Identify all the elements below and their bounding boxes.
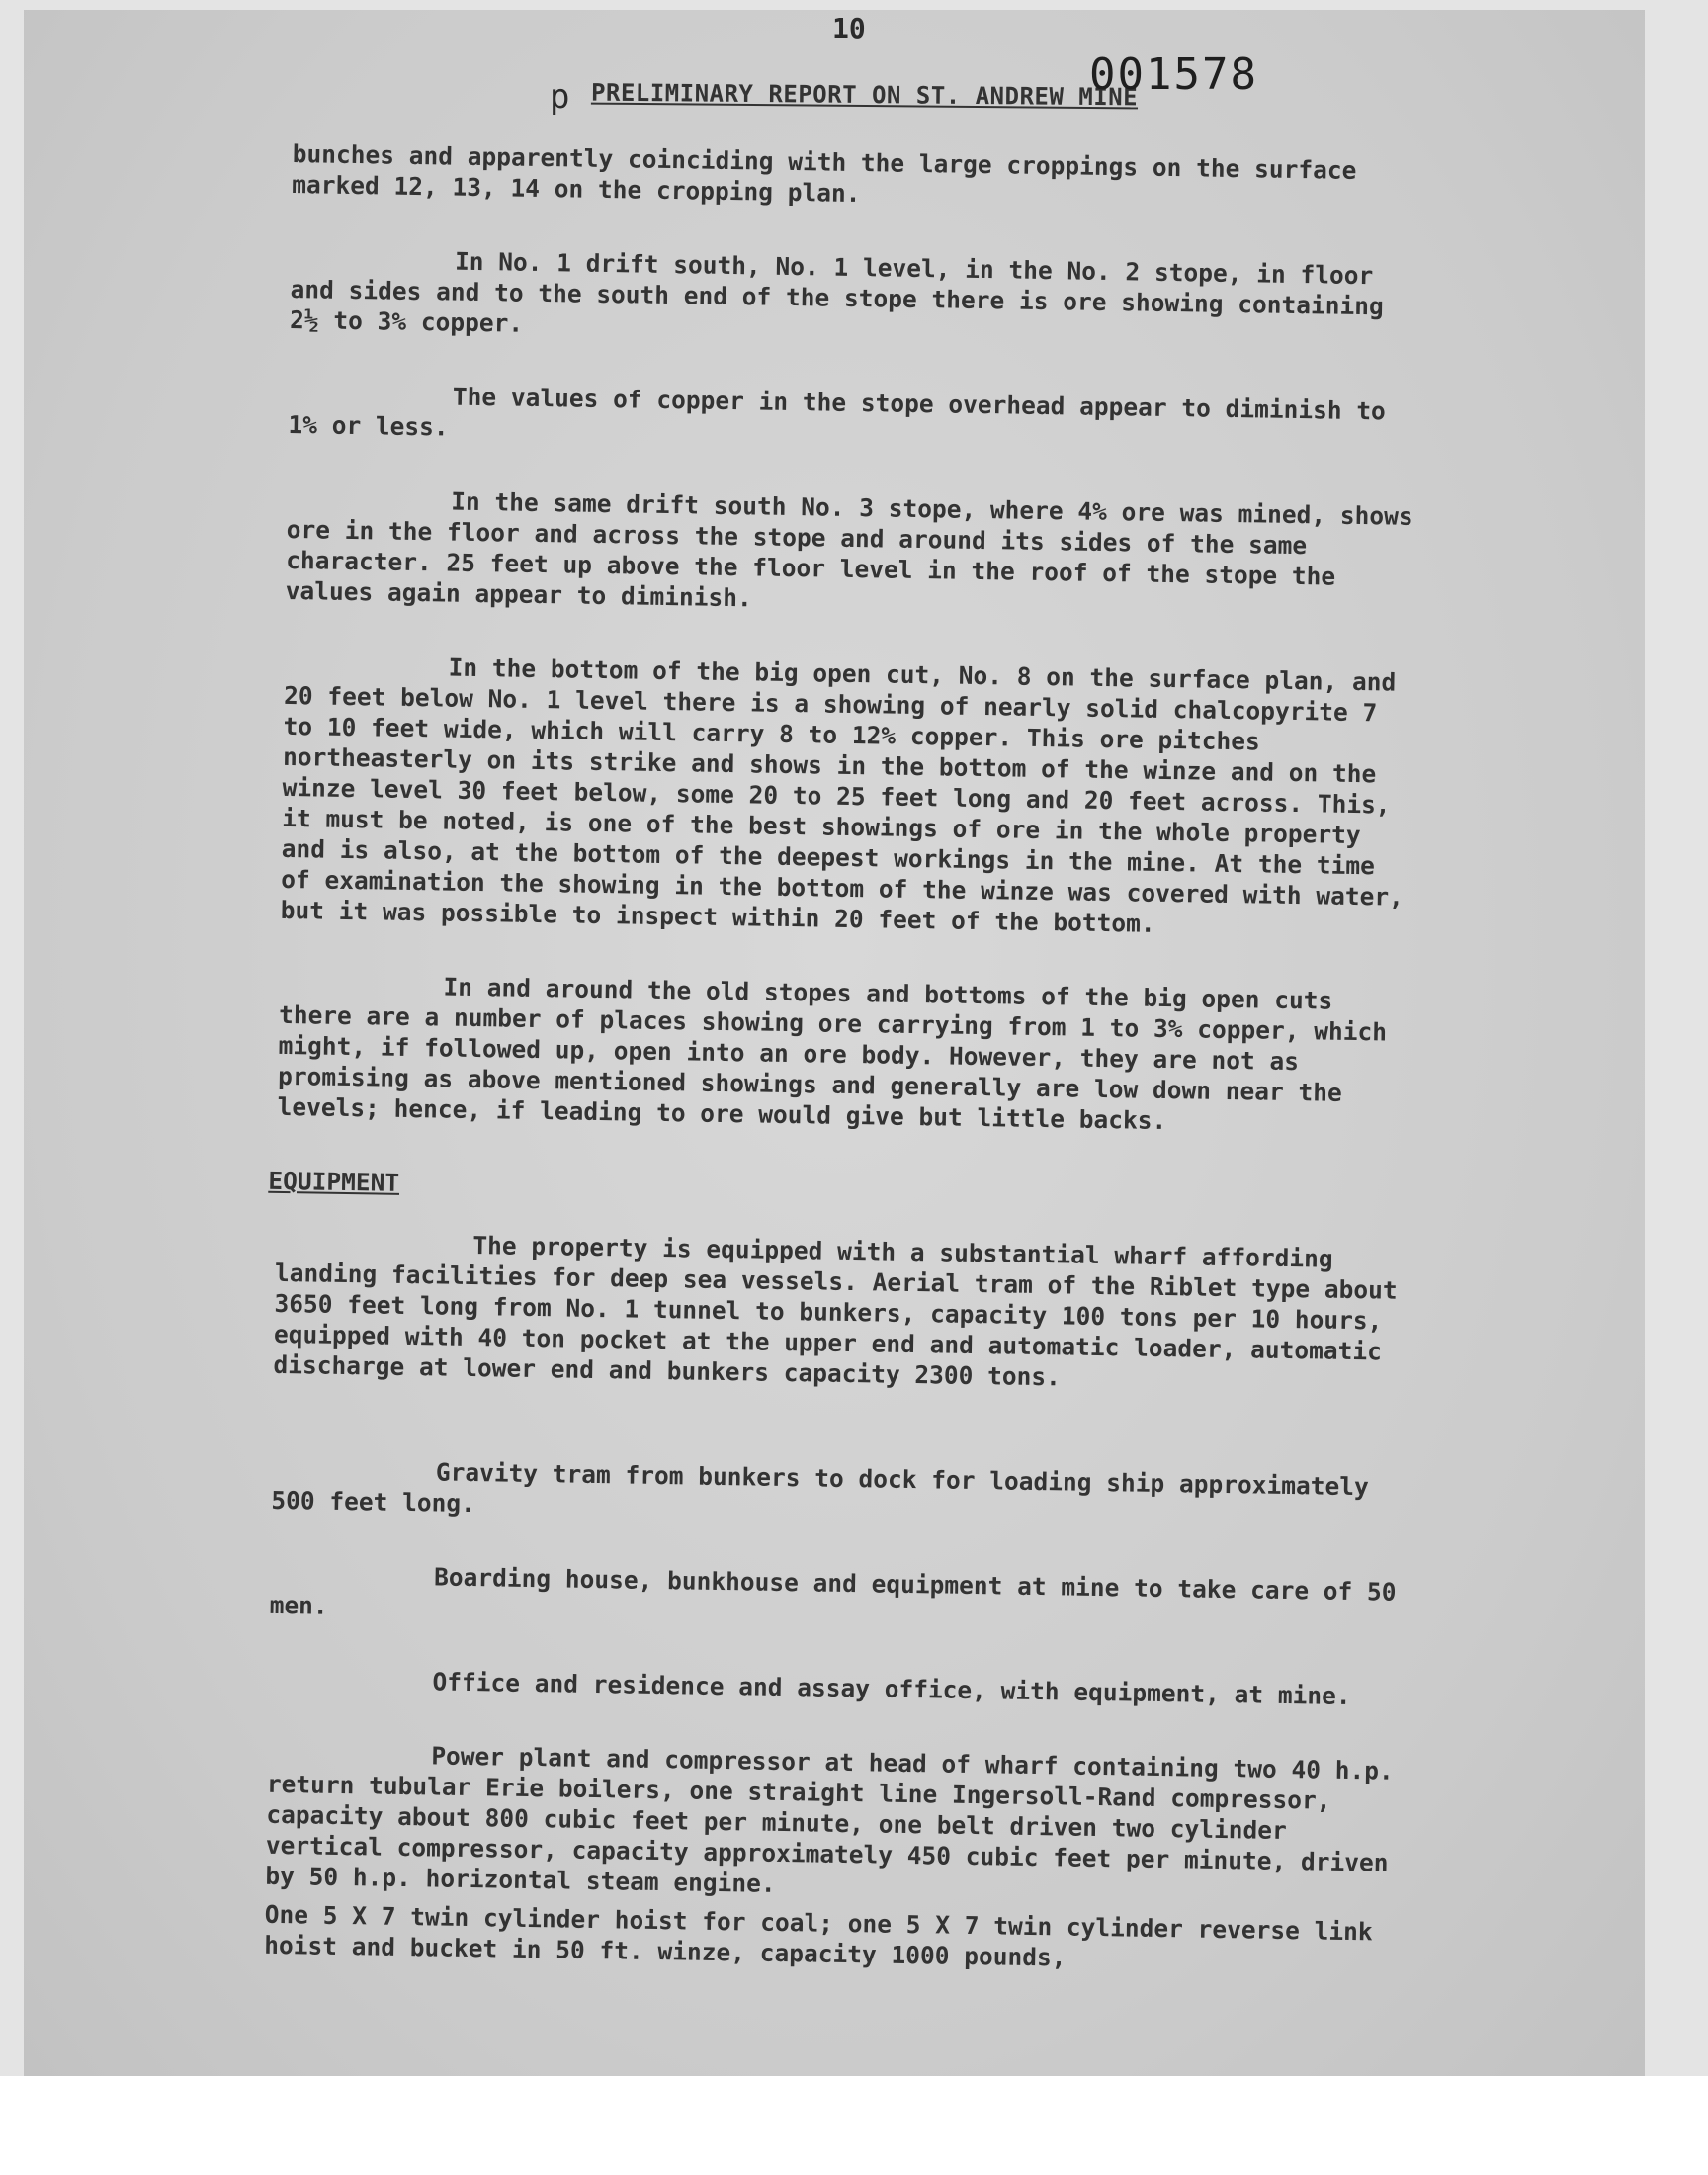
equipment-heading: EQUIPMENT [268, 1166, 400, 1197]
paragraph-copper-values: The values of copper in the stope overhead appear to diminish to 1% or less. [288, 382, 1387, 442]
paragraph-boarding-house: Boarding house, bunkhouse and equipment at mine to take care of 50 men. [269, 1562, 1397, 1620]
paragraph-equipment-wharf: The property is equipped with a substantial wharf affording landing facilities for deep sea vessels. Aerial tram of the Riblet type about 3650 feet long from No. 1 tunnel to bunkers, capacity 100 tons per 10 hours, equipped with 40 ton pocket at the upper end and automatic loader, automatic discharge at lower end and bunkers capacity 2300 tons. [273, 1231, 1398, 1392]
paragraph-office: Office and residence and assay office, with equipment, at mine. [432, 1667, 1351, 1711]
paragraph-hoists: One 5 X 7 twin cylinder hoist for coal; one 5 X 7 twin cylinder reverse link hoist and bucket in 50 ft. winze, capacity 1000 pounds, [264, 1899, 1373, 1972]
paragraph-drift-no2-stope: In No. 1 drift south, No. 1 level, in the No. 2 stope, in floor and sides and to the south end of the stope there is ore showing containing 2½ to 3% copper. [289, 246, 1384, 338]
page-number: 10 [832, 12, 866, 44]
handwritten-mark: p [550, 77, 570, 117]
paragraph-open-cut: In the bottom of the big open cut, No. 8 on the surface plan, and 20 feet below No. 1 level there is a showing of nearly solid chalcopyrite 7 to 10 feet wide, which will carry 8 to 12% copper. This ore pitches northeasterly on its strike and shows in the bottom of the winze and on the winze level 30 feet below, some 20 to 25 feet long and 20 feet across. This, it must be noted, is one of the best showings of ore in the whole property and is also, at the bottom of the deepest workings in the mine. At the time of examination the showing in the bottom of the winze was covered with water, but it was possible to inspect within 20 feet of the bottom. [280, 652, 1405, 938]
paragraph-gravity-tram: Gravity tram from bunkers to dock for loading ship approximately 500 feet long. [271, 1457, 1369, 1519]
paragraph-drift-no3-stope: In the same drift south No. 3 stope, where 4% ore was mined, shows ore in the floor and across the stope and around its sides of the same character. 25 feet up above the floor level in the roof of the stope the values again appear to diminish. [285, 486, 1413, 613]
document-number: 001578 [1089, 49, 1258, 100]
paragraph-power-plant: Power plant and compressor at head of wharf containing two 40 h.p. return tubular Erie boilers, one straight line Ingersoll-Rand compressor, capacity about 800 cubic feet per minute, one belt driven two cylinder vertical compressor, capacity approximately 450 cubic feet per minute, driven by 50 h.p. horizontal steam engine. [265, 1741, 1394, 1898]
scan-margin [0, 2076, 1708, 2175]
equipment-section [268, 1166, 1413, 1429]
report-body [263, 138, 1428, 2022]
report-header: PRELIMINARY REPORT ON ST. ANDREW MINE [590, 78, 1139, 112]
paragraph-continuation: bunches and apparently coinciding with the large croppings on the surface marked 12, 13, 14 on the cropping plan. [292, 138, 1357, 209]
paragraph-old-stopes: In and around the old stopes and bottoms of the big open cuts there are a number of places showing ore carrying from 1 to 3% copper, which might, if followed up, open into an ore body. However, they are not as promising as above mentioned showings and generally are low down near the levels; hence, if leading to ore would give but little backs. [277, 972, 1388, 1136]
